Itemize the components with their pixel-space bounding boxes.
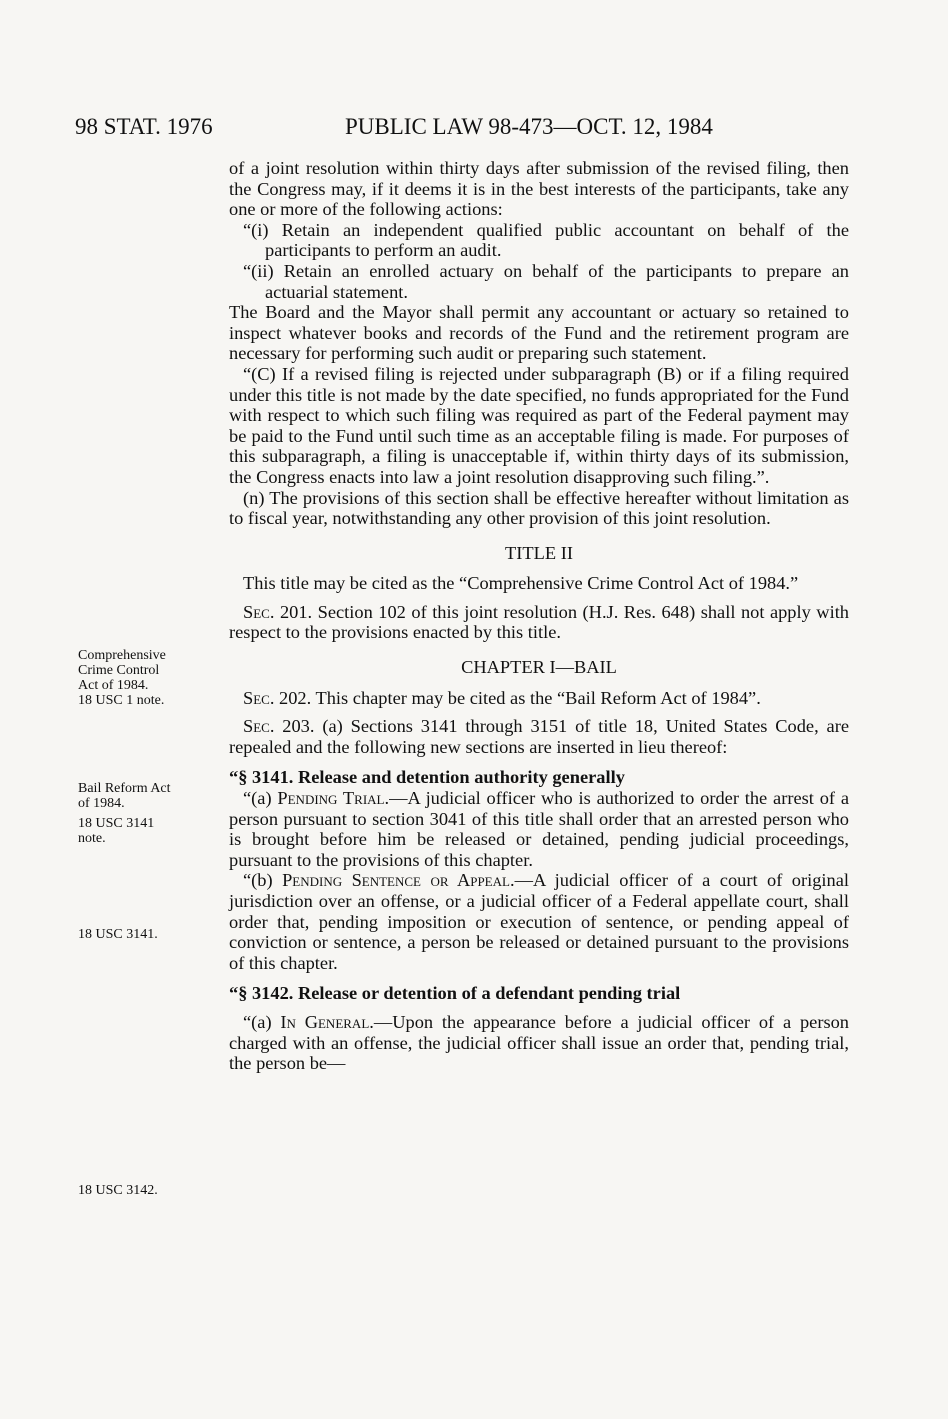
title-heading: TITLE II [505,542,573,563]
section-3141-b [229,870,849,973]
subsection-text: —Upon the appearance before a judicial officer of a person charged with an offense, the judicial officer shall issue an order that, pending trial, the person be— [229,1011,849,1074]
margin-note-line: Act of 1984. [78,678,149,693]
section-text: 201. Section 102 of this joint resolution (H.J. Res. 648) shall not apply with respect to the provisions enacted by this title. [229,601,849,643]
clause-ii: “(ii) Retain an enrolled actuary on behalf of the participants to prepare an actuarial statement. [243,260,849,302]
clause-i: “(i) Retain an independent qualified public accountant on behalf of the participants to perform an audit. [243,219,849,261]
section-label: Sec. [243,687,275,708]
subsection-prefix: “(a) [243,788,278,809]
margin-note-line: 18 USC 3141 [78,816,155,831]
section-3141-heading: “§ 3141. Release and detention authority generally [229,767,625,788]
subparagraph-c: “(C) If a revised filing is rejected under subparagraph (B) or if a filing required under this title is not made by the date specified, no funds appropriated for the Fund with respect to which such filing was required as part of the Federal payment may be paid to the Fund until such time as an acceptable filing is made. For purposes of this subparagraph, a filing is unacceptable if, within thirty days of its submission, the Congress enacts into law a joint resolution disapproving such filing.”. [229,363,849,487]
margin-note-usc-3142 [78,1183,218,1198]
public-law-title: PUBLIC LAW 98-473—OCT. 12, 1984 [345,114,713,139]
margin-note-3141-note [78,816,218,846]
margin-note-line: 18 USC 3141. [78,927,158,942]
subsection-caption: Pending Trial. [277,788,390,809]
margin-note-line: Bail Reform Act [78,781,171,796]
section-label: Sec. [243,601,275,622]
subsection-caption: In General. [280,1011,374,1032]
margin-note-bail-reform [78,781,218,811]
margin-note-line: Comprehensive [78,648,166,663]
margin-note-line: note. [78,831,106,846]
section-text: 203. (a) Sections 3141 through 3151 of title 18, United States Code, are repealed and the following new sections are inserted in lieu thereof: [229,716,849,757]
margin-note-line: of 1984. [78,796,125,811]
subsection-prefix: “(b) [243,870,283,891]
subsection-n: (n) The provisions of this section shall be effective hereafter without limitation as to fiscal year, notwithstanding any other provision of this joint resolution. [229,487,849,529]
section-201 [229,602,849,643]
margin-note-line: 18 USC 3142. [78,1183,158,1198]
margin-note-line: 18 USC 1 note. [78,693,165,708]
section-text: 202. This chapter may be cited as the “Bail Reform Act of 1984”. [274,687,761,708]
statute-page-number: 98 STAT. 1976 [75,114,213,139]
chapter-heading: CHAPTER I—BAIL [461,657,617,678]
paragraph-board-mayor: The Board and the Mayor shall permit any accountant or actuary so retained to inspect whatever books and records of the Fund and the retirement program are necessary for performing such audit or preparing such statement. [229,302,849,364]
section-202 [229,688,849,709]
section-3141-a [229,788,849,870]
section-3142-a [229,1012,849,1074]
margin-note-usc-3141 [78,927,218,942]
paragraph-continuation: of a joint resolution within thirty days after submission of the revised filing, then the Congress may, if it deems it is in the best interests of the participants, take any one or more of the following actions: [229,158,849,220]
section-label: Sec. [243,716,275,737]
short-title-paragraph: This title may be cited as the “Comprehensive Crime Control Act of 1984.” [243,573,799,594]
margin-note-crime-control [78,648,218,708]
page-header [75,110,865,144]
subsection-text: —A judicial officer of a court of original jurisdiction over an offense, or a judicial officer of a Federal appellate court, shall order that, pending imposition or execution of sentence, or pending appeal of conviction or sentence, a person be released or detained pursuant to the provisions of this chapter. [229,870,849,973]
subsection-prefix: “(a) [243,1011,281,1032]
section-203 [229,716,849,757]
section-3142-heading: “§ 3142. Release or detention of a defendant pending trial [229,983,681,1004]
subsection-text: —A judicial officer who is authorized to order the arrest of a person pursuant to section 3041 of this title shall order that an arrested person who is brought before him be released or detained, pending judicial proceedings, pursuant to the provisions of this chapter. [229,788,849,870]
main-text-column [229,158,849,1074]
margin-note-line: Crime Control [78,663,160,678]
subsection-caption: Pending Sentence or Appeal. [282,870,515,891]
